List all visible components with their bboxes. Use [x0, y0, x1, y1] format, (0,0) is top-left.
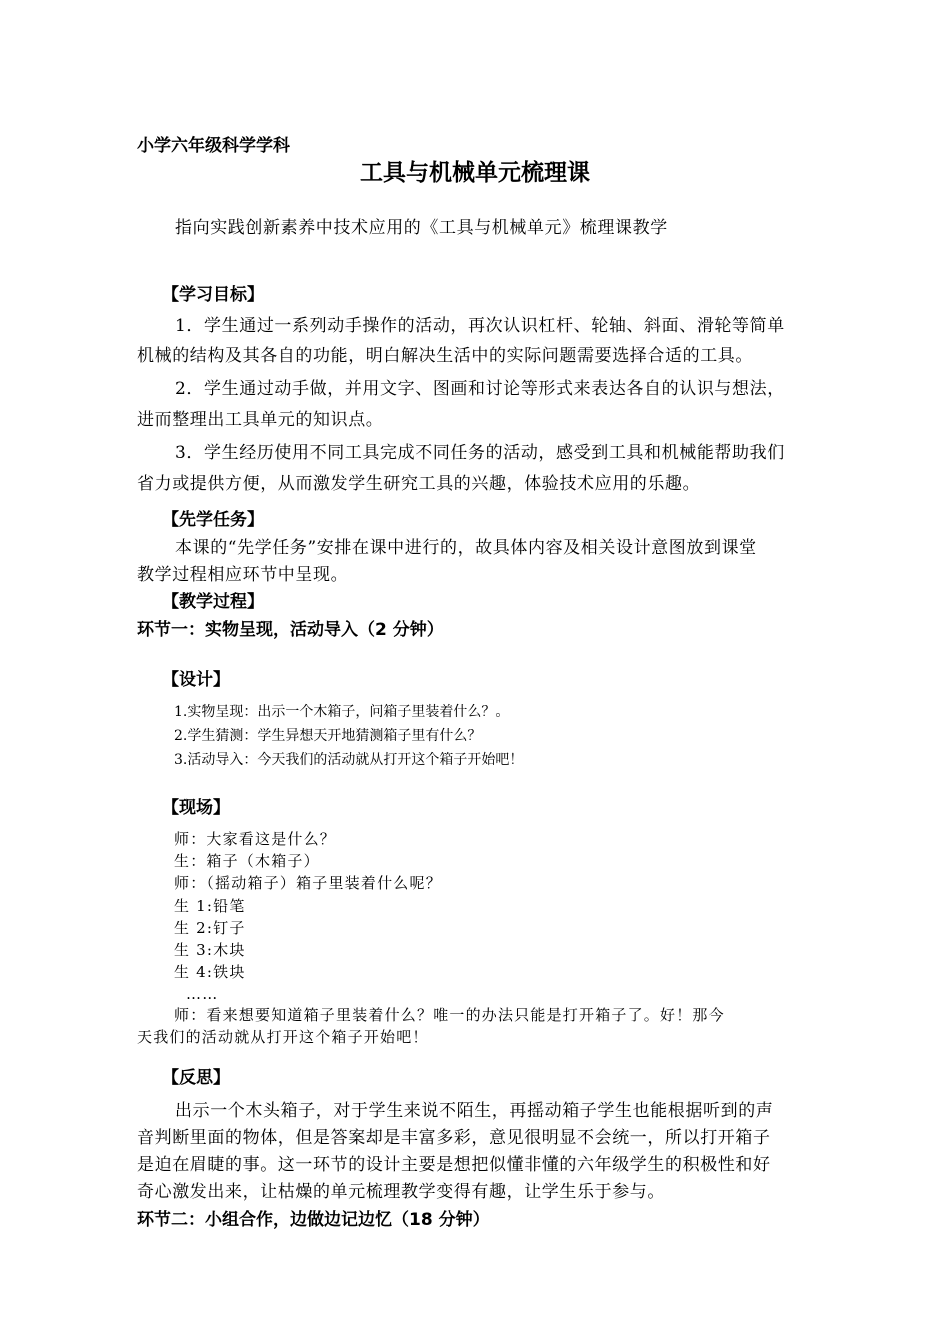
scene-heading: 【现场】 — [162, 798, 230, 818]
step-2-heading: 环节二：小组合作，边做边记边忆（18 分钟） — [137, 1210, 490, 1230]
dialog-ellipsis: …… — [186, 985, 219, 1003]
step-1-heading: 环节一：实物呈现，活动导入（2 分钟） — [137, 620, 444, 640]
design-item-2: 2.学生猜测：学生异想天开地猜测箱子里有什么？ — [174, 728, 482, 744]
dialog-line-9: 师：看来想要知道箱子里装着什么？唯一的办法只能是打开箱子了。好！那今 — [174, 1006, 725, 1024]
goal-1-line-1: 1．学生通过一系列动手操作的活动，再次认识杠杆、轮轴、斜面、滑轮等简单 — [175, 316, 785, 336]
process-heading: 【教学过程】 — [162, 592, 264, 612]
dialog-line-3: 师：（摇动箱子）箱子里装着什么呢？ — [174, 874, 442, 892]
dialog-line-6: 生 3:木块 — [174, 941, 246, 959]
goal-3-line-2: 省力或提供方便，从而激发学生研究工具的兴趣，体验技术应用的乐趣。 — [137, 474, 701, 494]
reflection-line-4: 奇心激发出来，让枯燥的单元梳理教学变得有趣，让学生乐于参与。 — [137, 1182, 665, 1202]
pretask-heading: 【先学任务】 — [162, 510, 264, 530]
dialog-line-7: 生 4:铁块 — [174, 963, 246, 981]
subtitle: 指向实践创新素养中技术应用的《工具与机械单元》梳理课教学 — [175, 218, 668, 238]
design-item-1: 1.实物呈现：出示一个木箱子，问箱子里装着什么？。 — [174, 704, 510, 720]
goal-3-line-1: 3．学生经历使用不同工具完成不同任务的活动，感受到工具和机械能帮助我们 — [175, 443, 785, 463]
dialog-line-10: 天我们的活动就从打开这个箱子开始吧！ — [137, 1028, 429, 1046]
goal-2-line-1: 2．学生通过动手做，并用文字、图画和讨论等形式来表达各自的认识与想法， — [175, 379, 785, 399]
reflection-line-1: 出示一个木头箱子，对于学生来说不陌生，再摇动箱子学生也能根据听到的声 — [175, 1101, 774, 1121]
reflection-heading: 【反思】 — [162, 1068, 230, 1088]
goals-heading: 【学习目标】 — [162, 285, 264, 305]
pretask-line-1: 本课的“先学任务”安排在课中进行的，故具体内容及相关设计意图放到课堂 — [175, 538, 757, 558]
reflection-line-2: 音判断里面的物体，但是答案却是丰富多彩，意见很明显不会统一，所以打开箱子 — [137, 1128, 771, 1148]
pretask-line-2: 教学过程相应环节中呈现。 — [137, 565, 349, 585]
dialog-line-1: 师：大家看这是什么？ — [174, 830, 337, 848]
reflection-line-3: 是迫在眉睫的事。这一环节的设计主要是想把似懂非懂的六年级学生的积极性和好 — [137, 1155, 771, 1175]
goal-2-line-2: 进而整理出工具单元的知识点。 — [137, 410, 384, 430]
page-title: 工具与机械单元梳理课 — [360, 160, 590, 186]
dialog-line-5: 生 2:钉子 — [174, 919, 246, 937]
dialog-line-2: 生：箱子（木箱子） — [174, 852, 320, 870]
dialog-line-4: 生 1:铅笔 — [174, 897, 246, 915]
design-heading: 【设计】 — [162, 670, 230, 690]
subject-label: 小学六年级科学学科 — [137, 136, 290, 156]
goal-1-line-2: 机械的结构及其各自的功能，明白解决生活中的实际问题需要选择合适的工具。 — [137, 346, 753, 366]
design-item-3: 3.活动导入：今天我们的活动就从打开这个箱子开始吧！ — [174, 752, 524, 768]
